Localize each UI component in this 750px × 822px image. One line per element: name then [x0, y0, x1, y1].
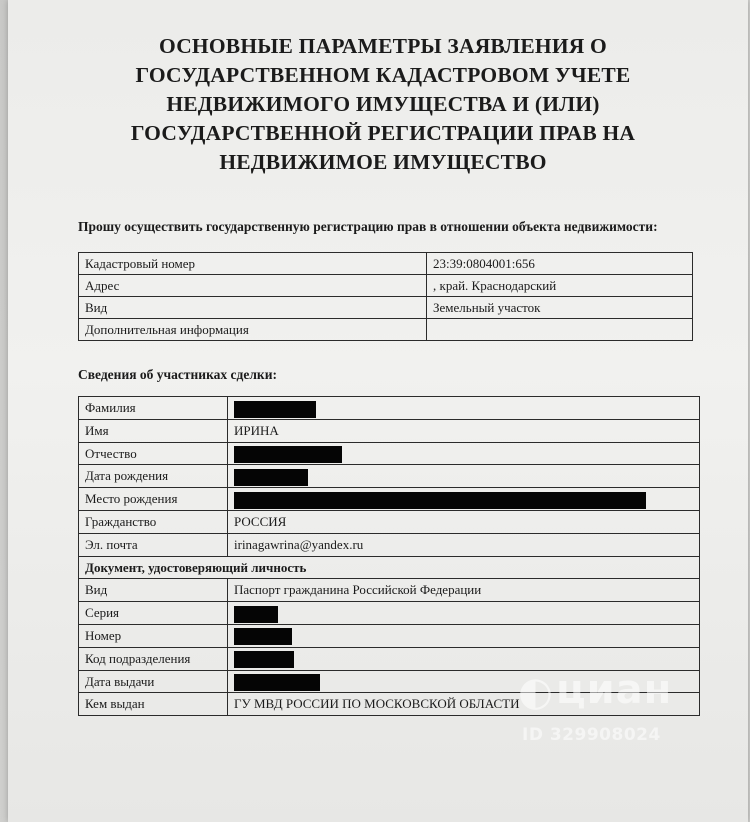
birthdate-label: Дата рождения [79, 465, 228, 488]
request-intro: Прошу осуществить государственную регистрацию прав в отношении объекта недвижимости: [78, 219, 658, 234]
title-line: НЕДВИЖИМОЕ ИМУЩЕСТВО [219, 150, 547, 174]
number-value [228, 624, 700, 647]
first-name-value: ИРИНА [228, 419, 700, 442]
email-label: Эл. почта [79, 533, 228, 556]
table-row [79, 275, 693, 297]
redaction-bar [234, 651, 294, 668]
table-row [79, 397, 700, 420]
title-line: ГОСУДАРСТВЕННОМ КАДАСТРОВОМ УЧЕТЕ [135, 63, 631, 87]
patronymic-value [228, 442, 700, 465]
redaction-bar [234, 446, 342, 463]
table-row [79, 624, 700, 647]
cadastral-number-label: Кадастровый номер [79, 253, 427, 275]
watermark [518, 665, 718, 755]
id-document-heading: Документ, удостоверяющий личность [79, 556, 700, 579]
table-row [79, 533, 700, 556]
table-row [79, 465, 700, 488]
redaction-bar [234, 628, 292, 645]
doc-type-value: Паспорт гражданина Российской Федерации [228, 579, 700, 602]
title-line: НЕДВИЖИМОГО ИМУЩЕСТВА И (ИЛИ) [166, 92, 600, 116]
surname-value [228, 397, 700, 420]
table-row [79, 253, 693, 275]
table-row [79, 556, 700, 579]
watermark-id: ID 329908024 [522, 725, 661, 745]
first-name-label: Имя [79, 419, 228, 442]
extra-info-label: Дополнительная информация [79, 319, 427, 341]
surname-label: Фамилия [79, 397, 228, 420]
citizenship-label: Гражданство [79, 510, 228, 533]
property-type-label: Вид [79, 297, 427, 319]
redaction-bar [234, 492, 646, 509]
document-title [68, 32, 698, 177]
birthplace-label: Место рождения [79, 488, 228, 511]
email-value: irinagawrina@yandex.ru [228, 533, 700, 556]
citizenship-value: РОССИЯ [228, 510, 700, 533]
extra-info-value [427, 319, 693, 341]
table-row [79, 319, 693, 341]
birthplace-value [228, 488, 700, 511]
cian-logo-icon: ◐ [518, 669, 553, 715]
cadastral-number-value: 23:39:0804001:656 [427, 253, 693, 275]
address-label: Адрес [79, 275, 427, 297]
table-row [79, 602, 700, 625]
table-row [79, 419, 700, 442]
redaction-bar [234, 401, 316, 418]
table-row [79, 297, 693, 319]
dept-code-label: Код подразделения [79, 647, 228, 670]
table-row [79, 488, 700, 511]
patronymic-label: Отчество [79, 442, 228, 465]
address-value: , край. Краснодарский [427, 275, 693, 297]
property-type-value: Земельный участок [427, 297, 693, 319]
watermark-name: циан [556, 667, 673, 713]
table-row [79, 442, 700, 465]
issued-by-label: Кем выдан [79, 693, 228, 716]
number-label: Номер [79, 624, 228, 647]
title-line: ОСНОВНЫЕ ПАРАМЕТРЫ ЗАЯВЛЕНИЯ О [159, 34, 607, 58]
redaction-bar [234, 606, 278, 623]
document-sheet [8, 0, 748, 822]
table-row [79, 579, 700, 602]
doc-type-label: Вид [79, 579, 228, 602]
birthdate-value [228, 465, 700, 488]
series-value [228, 602, 700, 625]
issued-by-value: ГУ МВД РОССИИ ПО МОСКОВСКОЙ ОБЛАСТИ [228, 693, 700, 716]
redaction-bar [234, 469, 308, 486]
title-line: ГОСУДАРСТВЕННОЙ РЕГИСТРАЦИИ ПРАВ НА [130, 121, 636, 145]
redaction-bar [234, 674, 320, 691]
participants-heading: Сведения об участниках сделки: [78, 367, 277, 382]
property-table [78, 252, 693, 341]
table-row [79, 510, 700, 533]
series-label: Серия [79, 602, 228, 625]
issue-date-label: Дата выдачи [79, 670, 228, 693]
